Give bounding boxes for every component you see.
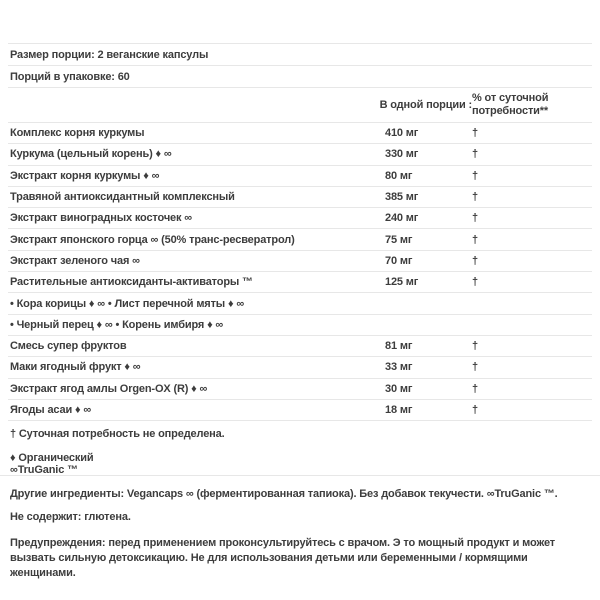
ingredient-row: [8, 336, 592, 357]
ingredient-daily-value: †: [472, 191, 478, 204]
section-divider: [0, 475, 600, 476]
ingredient-rows: [8, 123, 592, 421]
ingredient-name: Смесь супер фруктов: [10, 340, 127, 353]
ingredient-name: Куркума (цельный корень) ♦ ∞: [10, 148, 172, 161]
ingredient-name: Растительные антиоксиданты-активаторы ™: [10, 276, 253, 289]
ingredient-amount: 240 мг: [385, 212, 419, 225]
footnote-daily-value: † Суточная потребность не определена.: [10, 428, 225, 441]
ingredient-daily-value: †: [472, 169, 478, 182]
ingredient-row: [8, 251, 592, 272]
ingredient-amount: 80 мг: [385, 169, 413, 182]
ingredient-amount: 30 мг: [385, 382, 413, 395]
servings-per-container-row: [8, 66, 592, 88]
ingredient-name: Ягоды асаи ♦ ∞: [10, 404, 92, 416]
ingredient-name: Травяной антиоксидантный комплексный: [10, 191, 235, 204]
ingredient-amount: 75 мг: [385, 233, 413, 246]
servings-per-container-text: Порций в упаковке: 60: [10, 70, 130, 83]
serving-size-row: [8, 44, 592, 66]
ingredient-amount: 385 мг: [385, 191, 419, 204]
ingredient-name: Комплекс корня куркумы: [10, 127, 145, 140]
ingredient-amount: 33 мг: [385, 361, 413, 374]
ingredient-row: [8, 379, 592, 400]
supplement-facts-panel: [8, 43, 592, 476]
ingredient-row: [8, 123, 592, 144]
ingredient-amount: 70 мг: [385, 254, 413, 267]
ingredient-row: [8, 187, 592, 208]
ingredient-daily-value: †: [472, 212, 478, 225]
ingredient-name: Экстракт японского горца ∞ (50% транс-ресвератрол): [10, 233, 295, 246]
ingredient-daily-value: †: [472, 148, 478, 161]
ingredient-daily-value: †: [472, 233, 478, 246]
column-header-amount: В одной порции :: [379, 99, 472, 111]
ingredient-daily-value: †: [472, 340, 478, 353]
ingredient-amount: 125 мг: [385, 276, 419, 289]
other-ingredients-text: Другие ингредиенты: Vegancaps ∞ (ферментированная тапиока). Без добавок текучести. ∞TruGanic ™.: [10, 488, 558, 500]
table-header-row: [8, 88, 592, 123]
ingredient-row: [8, 229, 592, 250]
ingredient-row: [8, 293, 592, 314]
ingredient-daily-value: †: [472, 404, 478, 416]
footnote-truganic: ∞TruGanic ™: [10, 463, 78, 476]
does-not-contain-text: Не содержит: глютена.: [10, 511, 131, 523]
ingredient-row: [8, 357, 592, 378]
ingredient-row: [8, 315, 592, 336]
ingredient-daily-value: †: [472, 127, 478, 140]
ingredient-amount: 18 мг: [385, 404, 413, 416]
ingredient-amount: 81 мг: [385, 340, 413, 353]
ingredient-row: [8, 400, 592, 421]
footnote-organic: ♦ Органический: [10, 452, 94, 465]
footnotes: [8, 421, 592, 476]
ingredient-daily-value: †: [472, 254, 478, 267]
ingredient-amount: 410 мг: [385, 127, 419, 140]
ingredient-row: [8, 272, 592, 293]
ingredient-amount: 330 мг: [385, 148, 419, 161]
ingredient-name: • Черный перец ♦ ∞ • Корень имбиря ♦ ∞: [10, 318, 224, 331]
ingredient-name: Экстракт зеленого чая ∞: [10, 254, 140, 267]
ingredient-name: Экстракт ягод амлы Orgen-OX (R) ♦ ∞: [10, 382, 208, 395]
ingredient-row: [8, 144, 592, 165]
ingredient-name: Экстракт виноградных косточек ∞: [10, 212, 192, 225]
column-header-daily-value: % от суточной потребности**: [472, 92, 549, 117]
ingredient-daily-value: †: [472, 382, 478, 395]
ingredient-daily-value: †: [472, 276, 478, 289]
ingredient-daily-value: †: [472, 361, 478, 374]
ingredient-name: • Кора корицы ♦ ∞ • Лист перечной мяты ♦ ∞: [10, 297, 245, 310]
serving-size-text: Размер порции: 2 веганские капсулы: [10, 48, 209, 61]
ingredient-row: [8, 208, 592, 229]
additional-info-section: [8, 479, 592, 581]
ingredient-name: Маки ягодный фрукт ♦ ∞: [10, 361, 141, 374]
warnings-text: Предупреждения: перед применением проконсультируйтесь с врачом. Э то мощный продукт и может вызвать сильную детоксикацию. Не для использования детьми или беременными / кормящими женщинами.: [10, 537, 556, 579]
ingredient-name: Экстракт корня куркумы ♦ ∞: [10, 169, 160, 182]
ingredient-row: [8, 166, 592, 187]
